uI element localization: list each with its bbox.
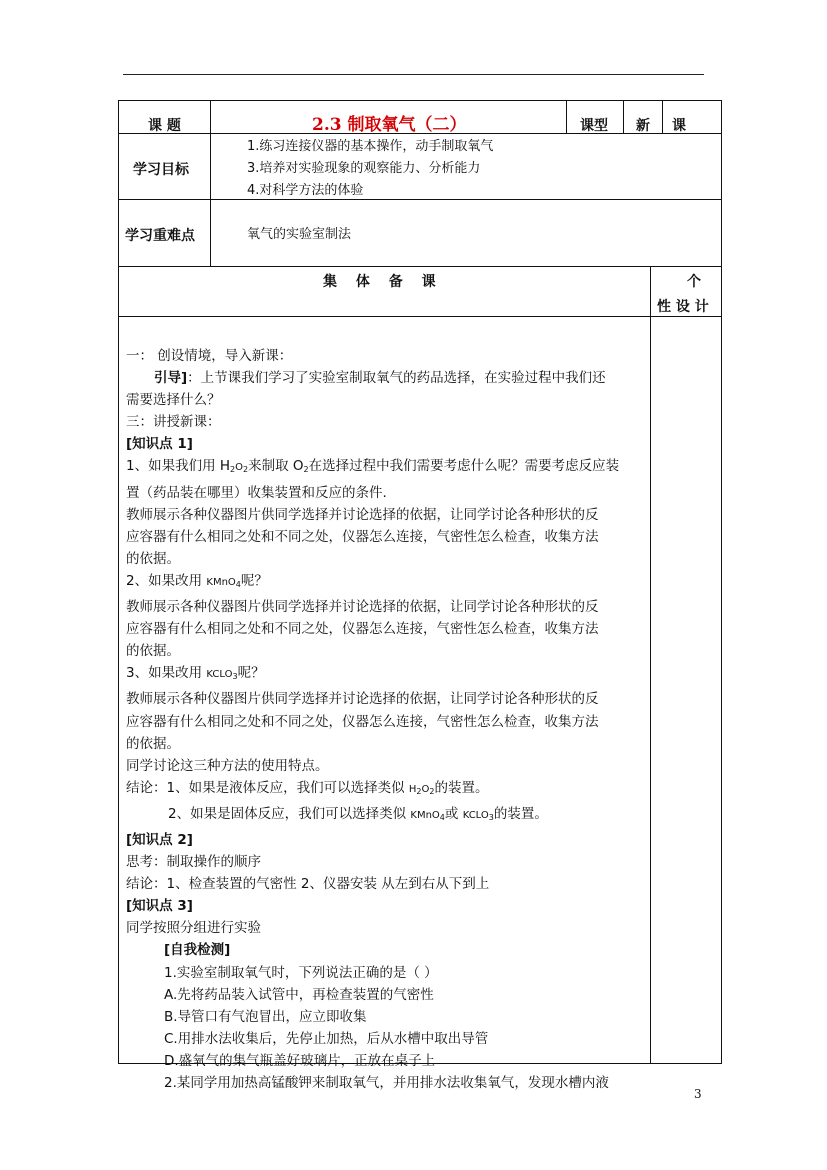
content-line: 教师展示各种仪器图片供同学选择并讨论选择的依据，让同学讨论各种形状的反 bbox=[126, 599, 599, 616]
lesson-type-value-2: 课 bbox=[672, 118, 686, 134]
personal-header-top: 个 bbox=[687, 274, 701, 290]
section-heading: [知识点 1] bbox=[126, 436, 193, 453]
content-line: 教师展示各种仪器图片供同学选择并讨论选择的依据，让同学讨论各种形状的反 bbox=[126, 691, 599, 708]
option-line: C.用排水法收集后，先停止加热，后从水槽中取出导管 bbox=[164, 1030, 489, 1047]
objective-item: 3.培养对实验现象的观察能力、分析能力 bbox=[247, 161, 481, 176]
option-line: D.盛氧气的集气瓶盖好玻璃片，正放在桌子上 bbox=[164, 1052, 436, 1069]
content-line: 思考：制取操作的顺序 bbox=[126, 854, 261, 871]
content-line: 需要选择什么？ bbox=[126, 392, 221, 409]
content-line: 同学讨论这三种方法的使用特点。 bbox=[126, 757, 329, 774]
key-points-label: 学习重难点 bbox=[125, 228, 195, 244]
question-line: 1.实验室制取氧气时，下列说法正确的是（ ） bbox=[164, 964, 438, 981]
question-line: 2.某同学用加热高锰酸钾来制取氧气，并用排水法收集氧气，发现水槽内液 bbox=[164, 1075, 609, 1091]
lesson-title: 2.3 制取氧气（二） bbox=[312, 115, 467, 135]
content-line: 同学按照分组进行实验 bbox=[126, 920, 261, 937]
option-line: B.导管口有气泡冒出，应立即收集 bbox=[164, 1008, 367, 1025]
objective-item: 1.练习连接仪器的基本操作，动手制取氧气 bbox=[247, 139, 494, 154]
option-line: A.先将药品装入试管中，再检查装置的气密性 bbox=[164, 986, 434, 1003]
section-heading: [知识点 2] bbox=[126, 831, 193, 848]
content-line: 结论：1、检查装置的气密性 2、仪器安装 从左到右从下到上 bbox=[126, 876, 490, 893]
objectives-label: 学习目标 bbox=[133, 162, 189, 178]
lesson-content bbox=[126, 345, 646, 1094]
personal-header-bottom: 性 设 计 bbox=[657, 299, 709, 315]
content-line: 应容器有什么相同之处和不同之处，仪器怎么连接，气密性怎么检查，收集方法 bbox=[126, 621, 599, 638]
content-line: 一： 创设情境，导入新课： bbox=[126, 348, 293, 364]
content-line: 的依据。 bbox=[126, 735, 180, 752]
page-number: 3 bbox=[694, 1087, 702, 1101]
content-line: 2、如果改用 KMnO$_4$呢？ bbox=[126, 572, 268, 589]
content-line: 2、如果是固体反应，我们可以选择类似 KMnO$_4$或 $KCLO_3$的装置。 bbox=[168, 805, 548, 822]
lesson-type-value-1: 新 bbox=[636, 118, 650, 134]
content-line: 1、如果我们用 $H_2O_2$来制取 $O_2$在选择过程中我们需要考虑什么呢？需要考虑反应装 bbox=[126, 458, 620, 475]
content-line: 的依据。 bbox=[126, 643, 180, 660]
objective-item: 4.对科学方法的体验 bbox=[247, 183, 364, 198]
content-line: 结论：1、如果是液体反应，我们可以选择类似 $H_2O_2$的装置。 bbox=[126, 779, 489, 796]
topic-label: 课 题 bbox=[148, 118, 181, 134]
content-line: 置（药品装在哪里）收集装置和反应的条件. bbox=[126, 484, 387, 501]
section-heading: [自我检测] bbox=[164, 942, 231, 959]
content-line: 应容器有什么相同之处和不同之处，仪器怎么连接，气密性怎么检查，收集方法 bbox=[126, 528, 599, 545]
header-rule bbox=[123, 74, 704, 75]
key-points-value: 氧气的实验室制法 bbox=[247, 227, 352, 242]
content-line: 教师展示各种仪器图片供同学选择并讨论选择的依据，让同学讨论各种形状的反 bbox=[126, 506, 599, 523]
collective-header: 集 体 备 课 bbox=[323, 274, 436, 290]
content-line: 引导]：上节课我们学习了实验室制取氧气的药品选择，在实验过程中我们还 bbox=[154, 370, 606, 387]
content-line: 的依据。 bbox=[126, 550, 180, 567]
lesson-type-label: 课型 bbox=[580, 118, 608, 134]
section-heading: [知识点 3] bbox=[126, 898, 193, 915]
content-line: 3、如果改用 $KCLO_3$呢？ bbox=[126, 665, 265, 682]
content-line: 应容器有什么相同之处和不同之处，仪器怎么连接，气密性怎么检查，收集方法 bbox=[126, 713, 599, 730]
content-line: 三：讲授新课： bbox=[126, 414, 221, 431]
